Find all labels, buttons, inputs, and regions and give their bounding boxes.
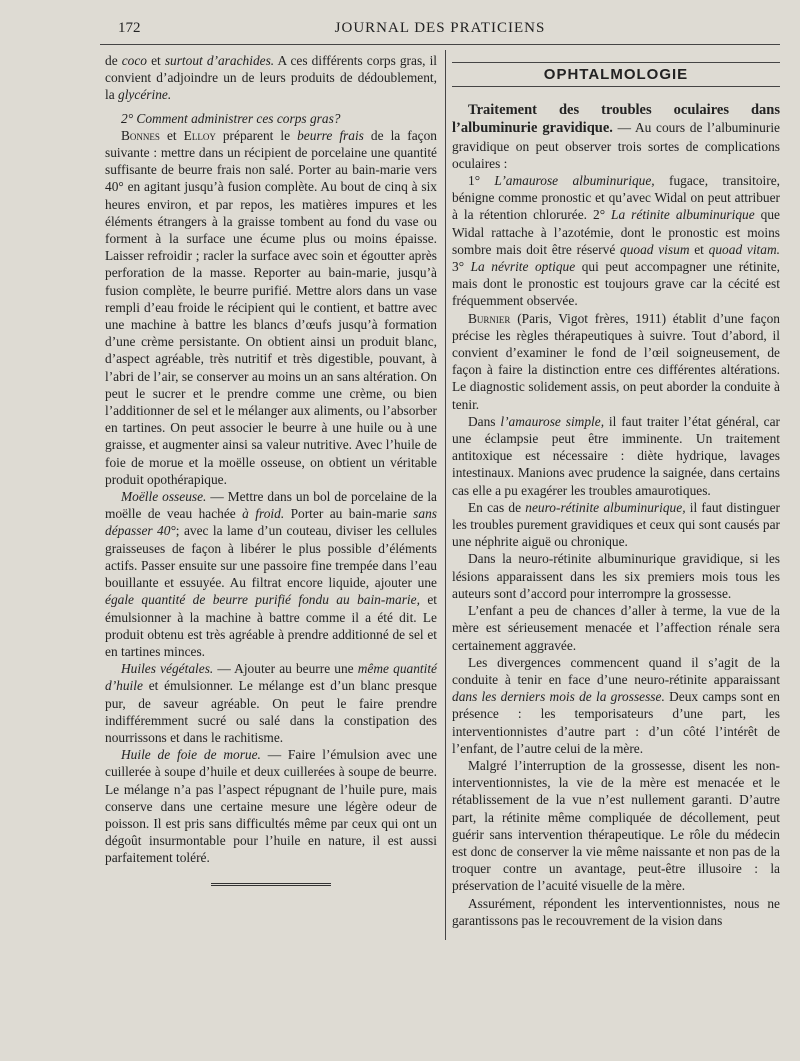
paragraph: L’enfant a peu de chances d’aller à terme, la vue de la mère est sérieusement menacée et l’affection rénale sera certainement aggravée.: [452, 603, 780, 653]
right-column: [452, 52, 780, 929]
paragraph: Traitement des troubles oculaires dans l’albuminurie gravidique. — Au cours de l’albuminurie gravidique on peut observer trois sortes de complications oculaires :: [452, 102, 780, 171]
article-title: Traitement des troubles oculaires dans l’albuminurie gravidique.: [452, 102, 780, 137]
section-rubric: OPHTALMOLOGIE: [452, 62, 780, 87]
paragraph: Les divergences commencent quand il s’agit de la conduite à tenir en face d’une neuro-rétinite apparaissant dans les derniers mois de la grossesse. Deux camps sont en présence : les temporisateurs d’une part, les interventionnistes d’autre part : d’un côté l’intérêt de l’enfant, de l’autre celui de la mère.: [452, 654, 780, 756]
paragraph: Assurément, répondent les interventionnistes, nous ne garantissons pas le recouvrement de la vision dans: [452, 895, 780, 928]
paragraph: Bonnes et Elloy préparent le beurre frais de la façon suivante : mettre dans un récipient de porcelaine une quantité suffisante de beurre frais non salé. Porter au bain-marie vers 40° en agitant jusqu’à fusion complète. Au bout de cinq à six heures environ, et par repos, les matières impures et les éléments étrangers à la graisse tombent au fond du vase ou forment à la surface une écume plus ou moins épaisse. Laisser refroidir ; racler la surface avec soin et égoutter après perforation de la masse. Reporter au bain-marie, jusqu’à fusion complète, le beurre purifié. Mettre alors dans un vase rempli d’eau froide le récipient qui le contient, et battre avec une machine à battre les blancs d’œufs jusqu’à formation d’une crème persistante. On obtient ainsi un produit blanc, d’aspect agréable, très nutritif et très digestible, pouvant, à l’abri de l’air, se conserver au moins un an sans altération. On peut le sucrer et le prendre comme une crème, ou bien l’additionner de sel et le mélanger aux aliments, ou l’absorber en tartines. On peut associer le beurre à une huile ou à une graisse, et augmenter ainsi sa valeur nutritive. Avec l’huile de foie de morue et la moëlle osseuse, on obtient un véritable produit opothérapique.: [105, 127, 437, 487]
paragraph: Dans la neuro-rétinite albuminurique gravidique, si les lésions apparaissent dans les six premiers mois tous les auteurs sont d’accord pour interrompre la grossesse.: [452, 551, 780, 601]
paragraph: En cas de neuro-rétinite albuminurique, il faut distinguer les troubles purement gravidiques et ceux qui sont causés par une néphrite aiguë ou chronique.: [452, 499, 780, 550]
journal-title: JOURNAL DES PRATICIENS: [334, 20, 546, 36]
paragraph: de coco et surtout d’arachides. A ces différents corps gras, il convient d’adjoindre un de leurs produits de dédoublement, la glycérine.: [105, 53, 438, 103]
paragraph: Dans l’amaurose simple, il faut traiter l’état général, car une éclampsie peut être imminente. Un traitement antitoxique est nécessaire : diète hydrique, lavages intestinaux. Manions avec prudence la saignée, dans certains cas elle a pu exagérer les troubles amaurotiques.: [452, 413, 780, 498]
column-divider: [445, 50, 446, 940]
paragraph: Moëlle osseuse. — Mettre dans un bol de porcelaine de la moëlle de veau hachée à froid. Porter au bain-marie sans dépasser 40°; avec la lame d’un couteau, diviser les cellules graisseuses de façon à libérer le plus possible d’éléments actifs. Passer ensuite sur une passoire fine trempée dans l’eau bouillante et essuyée. Au filtrat encore liquide, ajouter une égale quantité de beurre purifié fondu au bain-marie, et émulsionner à la machine à battre comme il a été dit. Le produit obtenu est très agréable à prendre additionné de sel et en tartines minces.: [105, 489, 437, 659]
page-header: [100, 18, 780, 45]
paragraph: 1° L’amaurose albuminurique, fugace, transitoire, bénigne comme pronostic et qu’avec Widal on peut attribuer à la rétention chlorurée. 2° La rétinite albuminurique que Widal rattache à l’azotémie, dont le pronostic est moins sombre mais doit être réservé quoad visum et quoad vitam. 3° La névrite optique qui peut accompagner une rétinite, mais dont le pronostic est toujours grave car la cécité est fréquemment observée.: [452, 173, 781, 309]
section-question: 2° Comment administrer ces corps gras?: [121, 110, 341, 126]
paragraph: Huile de foie de morue. — Faire l’émulsion avec une cuillerée à soupe d’huile et deux cuillerées à soupe de beurre. Le mélange n’a pas l’aspect répugnant de l’huile pure, mais conserve dans une certaine mesure une légère odeur de poisson. Il est pris sans difficultés même par ceux qui ont un dégoût insurmontable pour l’huile en nature, il est aussi parfaitement toléré.: [105, 747, 438, 866]
paragraph: Burnier (Paris, Vigot frères, 1911) établit d’une façon précise les règles thérapeutiques à suivre. Tout d’abord, il convient d’examiner le fond de l’œil soigneusement, de façon à faire la distinction entre ces différentes altérations. Le diagnostic solidement assis, on peut aborder la conduite à tenir.: [452, 310, 780, 412]
left-column: [105, 52, 437, 888]
paragraph: Malgré l’interruption de la grossesse, disent les non-interventionnistes, la vie de la mère est menacée et le rétablissement de la vue n’est nullement garanti. D’autre part, la rétinite même compliquée de décollement, peut guérir sans intervention thérapeutique. Le rôle du médecin est donc de conserver la vie même naissante et non pas de la troquer contre un avantage, peut-être illusoire : la préservation de l’acuité visuelle de la mère.: [452, 757, 780, 894]
end-rule: [211, 883, 331, 888]
paragraph: Huiles végétales. — Ajouter au beurre une même quantité d’huile et émulsionner. Le mélange est d’un blanc presque pur, de saveur agréable. On peut le faire prendre indifféremment sucré ou salé dans la constipation des nourrissons et dans le rachitisme.: [105, 661, 438, 745]
page-number: 172: [118, 20, 141, 36]
